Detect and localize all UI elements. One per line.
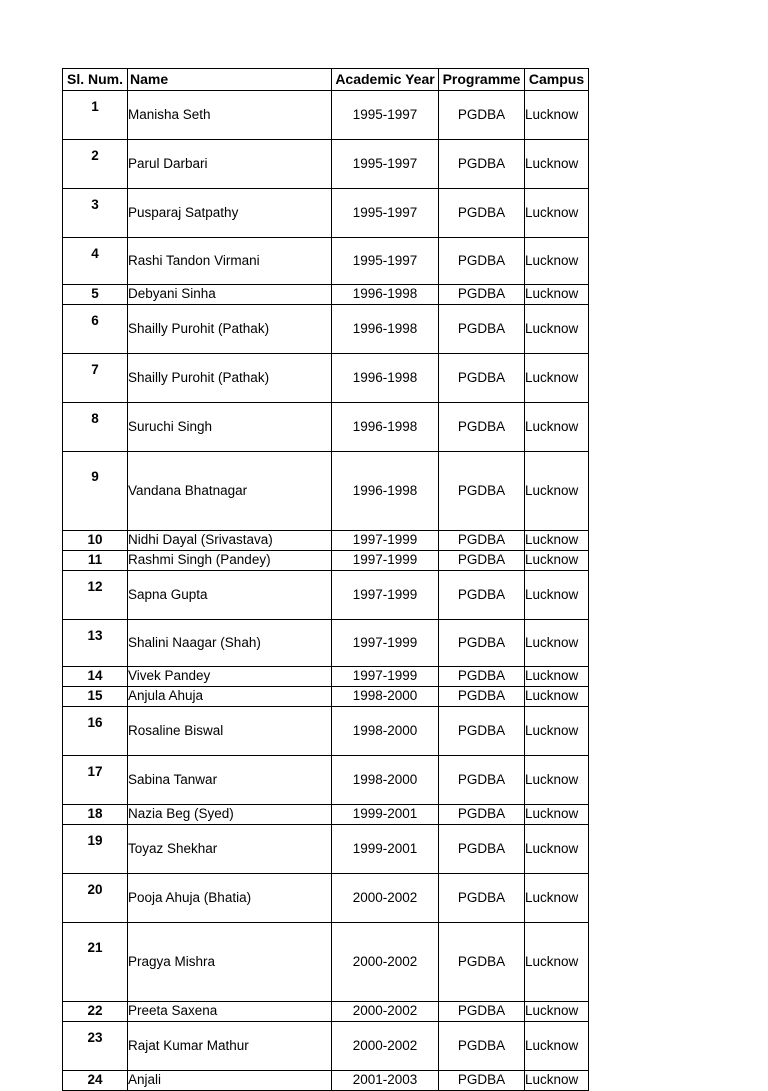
row-name: Parul Darbari [128,140,332,189]
row-name: Manisha Seth [128,91,332,140]
row-campus: Lucknow [525,571,589,620]
row-academic-year: 1996-1998 [332,403,439,452]
row-name: Nazia Beg (Syed) [128,805,332,825]
row-name: Preeta Saxena [128,1002,332,1022]
row-academic-year: 1995-1997 [332,238,439,285]
table-row [63,687,589,707]
row-campus: Lucknow [525,620,589,667]
header-name: Name [128,69,332,91]
row-programme: PGDBA [439,923,525,1002]
table-row [63,238,589,285]
table-row [63,1071,589,1091]
row-programme: PGDBA [439,1071,525,1091]
row-academic-year: 1998-2000 [332,687,439,707]
row-campus: Lucknow [525,805,589,825]
row-programme: PGDBA [439,285,525,305]
row-academic-year: 1996-1998 [332,452,439,531]
table-row [63,571,589,620]
row-name: Debyani Sinha [128,285,332,305]
row-number: 2 [63,140,128,189]
row-academic-year: 2001-2003 [332,1071,439,1091]
row-academic-year: 2000-2002 [332,874,439,923]
table-row [63,305,589,354]
header-academic-year: Academic Year [332,69,439,91]
row-programme: PGDBA [439,403,525,452]
row-academic-year: 1997-1999 [332,551,439,571]
row-number: 13 [63,620,128,667]
row-programme: PGDBA [439,531,525,551]
row-name: Sabina Tanwar [128,756,332,805]
row-campus: Lucknow [525,189,589,238]
row-campus: Lucknow [525,687,589,707]
row-number: 9 [63,452,128,531]
row-number: 14 [63,667,128,687]
row-programme: PGDBA [439,354,525,403]
table-row [63,531,589,551]
row-name: Shailly Purohit (Pathak) [128,305,332,354]
row-campus: Lucknow [525,1002,589,1022]
row-number: 12 [63,571,128,620]
row-programme: PGDBA [439,825,525,874]
row-name: Anjali [128,1071,332,1091]
row-name: Pooja Ahuja (Bhatia) [128,874,332,923]
table-row [63,620,589,667]
row-number: 5 [63,285,128,305]
row-name: Vivek Pandey [128,667,332,687]
row-number: 23 [63,1022,128,1071]
row-campus: Lucknow [525,1071,589,1091]
row-campus: Lucknow [525,756,589,805]
row-academic-year: 1997-1999 [332,620,439,667]
table-row [63,551,589,571]
row-number: 1 [63,91,128,140]
row-campus: Lucknow [525,452,589,531]
row-name: Pragya Mishra [128,923,332,1002]
row-campus: Lucknow [525,1022,589,1071]
table-row [63,923,589,1002]
row-campus: Lucknow [525,354,589,403]
row-number: 3 [63,189,128,238]
row-name: Toyaz Shekhar [128,825,332,874]
row-number: 10 [63,531,128,551]
row-name: Sapna Gupta [128,571,332,620]
table-row [63,825,589,874]
row-academic-year: 1999-2001 [332,825,439,874]
table-row [63,756,589,805]
table-row [63,667,589,687]
row-academic-year: 1999-2001 [332,805,439,825]
row-name: Nidhi Dayal (Srivastava) [128,531,332,551]
row-campus: Lucknow [525,923,589,1002]
row-number: 20 [63,874,128,923]
row-campus: Lucknow [525,531,589,551]
row-programme: PGDBA [439,1022,525,1071]
table-row [63,285,589,305]
row-number: 22 [63,1002,128,1022]
row-number: 6 [63,305,128,354]
row-campus: Lucknow [525,551,589,571]
row-academic-year: 1998-2000 [332,707,439,756]
row-programme: PGDBA [439,91,525,140]
row-programme: PGDBA [439,707,525,756]
table-row [63,403,589,452]
row-academic-year: 1996-1998 [332,285,439,305]
table-row [63,707,589,756]
row-name: Vandana Bhatnagar [128,452,332,531]
row-programme: PGDBA [439,305,525,354]
row-campus: Lucknow [525,285,589,305]
row-programme: PGDBA [439,620,525,667]
table-row [63,1002,589,1022]
row-programme: PGDBA [439,805,525,825]
row-number: 16 [63,707,128,756]
row-academic-year: 1996-1998 [332,305,439,354]
row-number: 4 [63,238,128,285]
row-name: Shalini Naagar (Shah) [128,620,332,667]
row-programme: PGDBA [439,667,525,687]
row-academic-year: 2000-2002 [332,1002,439,1022]
row-campus: Lucknow [525,238,589,285]
header-programme: Programme [439,69,525,91]
row-programme: PGDBA [439,551,525,571]
row-campus: Lucknow [525,305,589,354]
row-academic-year: 1995-1997 [332,189,439,238]
row-academic-year: 1995-1997 [332,140,439,189]
row-name: Shailly Purohit (Pathak) [128,354,332,403]
row-programme: PGDBA [439,452,525,531]
row-number: 24 [63,1071,128,1091]
alumni-table [62,68,589,1091]
table-row [63,189,589,238]
table-row [63,1022,589,1071]
row-academic-year: 2000-2002 [332,923,439,1002]
row-campus: Lucknow [525,825,589,874]
row-programme: PGDBA [439,687,525,707]
row-name: Pusparaj Satpathy [128,189,332,238]
row-name: Anjula Ahuja [128,687,332,707]
row-academic-year: 1997-1999 [332,667,439,687]
row-number: 19 [63,825,128,874]
row-name: Rashi Tandon Virmani [128,238,332,285]
row-campus: Lucknow [525,667,589,687]
row-name: Rashmi Singh (Pandey) [128,551,332,571]
table-row [63,805,589,825]
row-number: 7 [63,354,128,403]
row-academic-year: 1997-1999 [332,571,439,620]
table-row [63,140,589,189]
table-row [63,874,589,923]
row-campus: Lucknow [525,403,589,452]
row-programme: PGDBA [439,571,525,620]
row-name: Suruchi Singh [128,403,332,452]
row-number: 21 [63,923,128,1002]
row-name: Rajat Kumar Mathur [128,1022,332,1071]
header-campus: Campus [525,69,589,91]
row-campus: Lucknow [525,140,589,189]
row-campus: Lucknow [525,874,589,923]
row-programme: PGDBA [439,189,525,238]
row-programme: PGDBA [439,140,525,189]
table-row [63,452,589,531]
row-number: 17 [63,756,128,805]
row-campus: Lucknow [525,91,589,140]
row-campus: Lucknow [525,707,589,756]
row-number: 11 [63,551,128,571]
row-number: 15 [63,687,128,707]
row-academic-year: 1996-1998 [332,354,439,403]
row-programme: PGDBA [439,874,525,923]
row-academic-year: 1998-2000 [332,756,439,805]
header-sl-num: Sl. Num. [63,69,128,91]
row-programme: PGDBA [439,756,525,805]
row-number: 18 [63,805,128,825]
row-name: Rosaline Biswal [128,707,332,756]
row-academic-year: 1997-1999 [332,531,439,551]
row-number: 8 [63,403,128,452]
row-academic-year: 1995-1997 [332,91,439,140]
table-row [63,354,589,403]
header-row [63,69,589,91]
row-programme: PGDBA [439,1002,525,1022]
row-programme: PGDBA [439,238,525,285]
row-academic-year: 2000-2002 [332,1022,439,1071]
table-row [63,91,589,140]
